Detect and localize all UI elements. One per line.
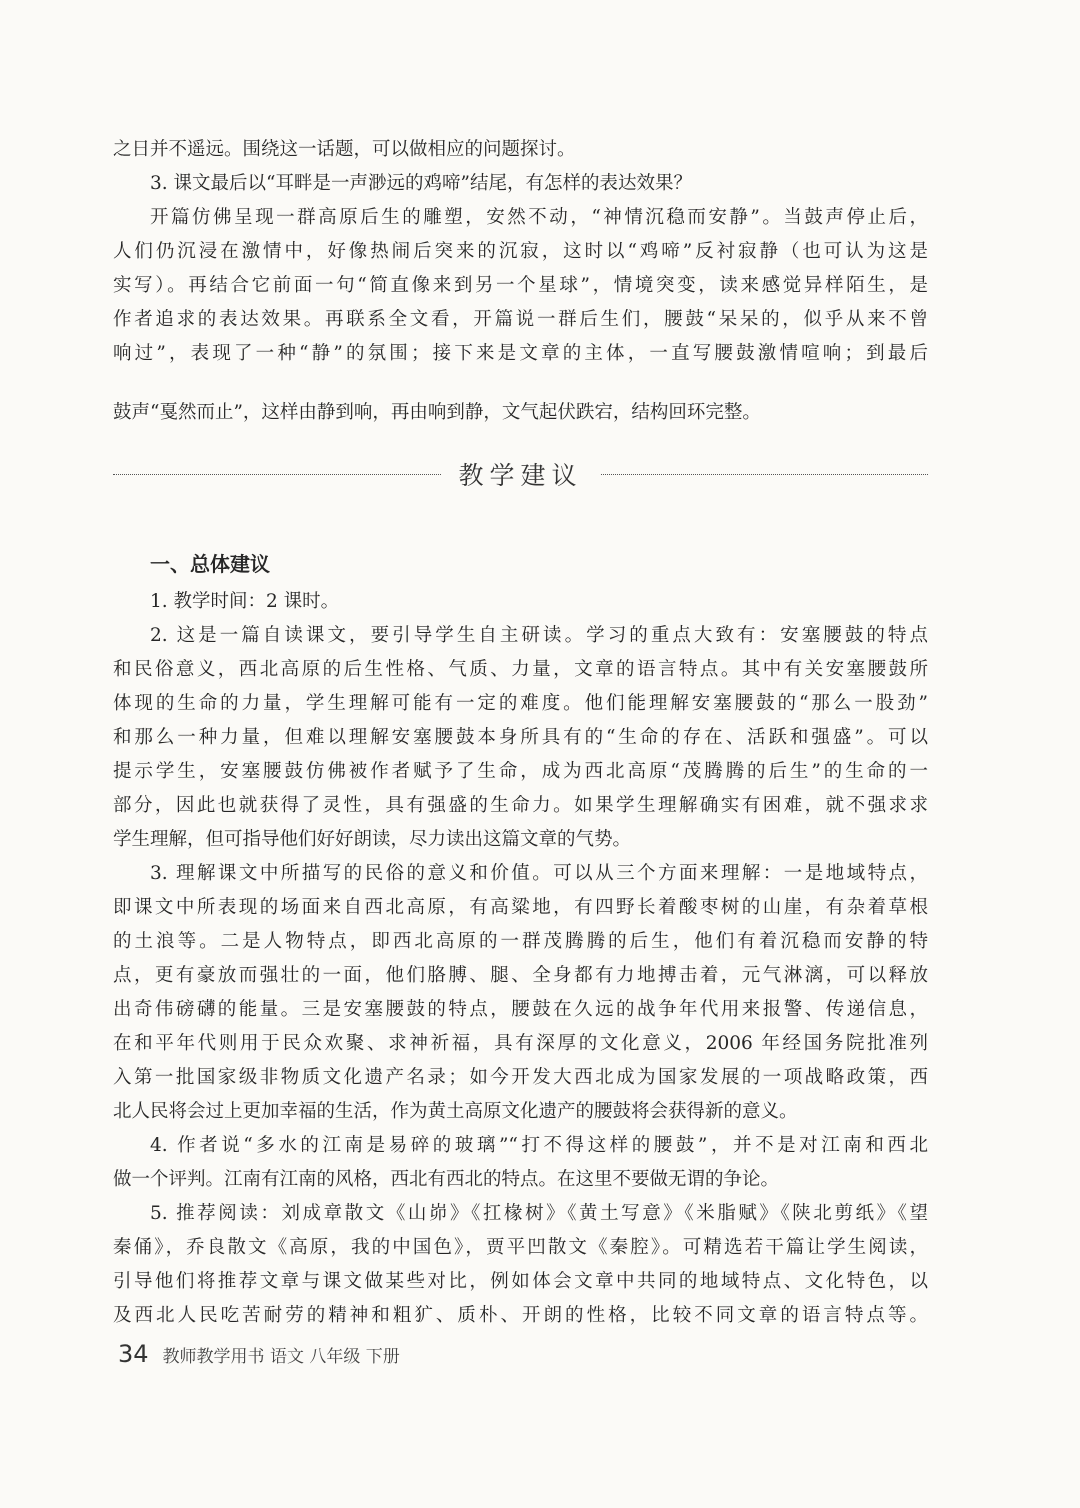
advice-line: 做一个评判。江南有江南的风格，西北有西北的特点。在这里不要做无谓的争论。 xyxy=(113,1169,780,1190)
page-footer xyxy=(118,1340,400,1368)
book-title: 教师教学用书 语文 八年级 下册 xyxy=(162,1347,400,1367)
paragraph-line: 实写）。再结合它前面一句“简直像来到另一个星球”，情境突变，读来感觉异样陌生，是 xyxy=(113,275,928,296)
dotted-rule-left xyxy=(113,474,441,475)
advice-line: 提示学生，安塞腰鼓仿佛被作者赋予了生命，成为西北高原“茂腾腾的后生”的生命的一 xyxy=(113,761,928,782)
paragraph-line: 之日并不遥远。围绕这一话题，可以做相应的问题探讨。 xyxy=(113,139,576,160)
advice-line: 秦俑》，乔良散文《高原，我的中国色》，贾平凹散文《秦腔》。可精选若干篇让学生阅读， xyxy=(113,1237,928,1258)
advice-line: 和那么一种力量，但难以理解安塞腰鼓本身所具有的“生命的存在、活跃和强盛”。可以 xyxy=(113,727,928,748)
advice-line: 1. 教学时间：2 课时。 xyxy=(150,591,340,612)
advice-line: 体现的生命的力量，学生理解可能有一定的难度。他们能理解安塞腰鼓的“那么一股劲” xyxy=(113,693,928,714)
advice-line: 北人民将会过上更加幸福的生活，作为黄土高原文化遗产的腰鼓将会获得新的意义。 xyxy=(113,1101,798,1122)
advice-line: 即课文中所表现的场面来自西北高原，有高粱地，有四野长着酸枣树的山崖，有杂着草根 xyxy=(113,897,928,918)
advice-line: 引导他们将推荐文章与课文做某些对比，例如体会文章中共同的地域特点、文化特色，以 xyxy=(113,1271,928,1292)
paragraph-line: 开篇仿佛呈现一群高原后生的雕塑，安然不动，“神情沉稳而安静”。当鼓声停止后， xyxy=(150,207,928,228)
advice-line: 及西北人民吃苦耐劳的精神和粗犷、质朴、开朗的性格，比较不同文章的语言特点等。 xyxy=(113,1305,928,1326)
advice-line: 的土浪等。二是人物特点，即西北高原的一群茂腾腾的后生，他们有着沉稳而安静的特 xyxy=(113,931,928,952)
advice-line: 部分，因此也就获得了灵性，具有强盛的生命力。如果学生理解确实有困难，就不强求求 xyxy=(113,795,928,816)
advice-line: 3. 理解课文中所描写的民俗的意义和价值。可以从三个方面来理解：一是地域特点， xyxy=(150,863,928,884)
advice-line: 在和平年代则用于民众欢聚、求神祈福，具有深厚的文化意义，2006 年经国务院批准列 xyxy=(113,1033,928,1054)
paragraph-line: 响过”，表现了一种“静”的氛围；接下来是文章的主体，一直写腰鼓激情喧响；到最后 xyxy=(113,343,928,364)
paragraph-line: 作者追求的表达效果。再联系全文看，开篇说一群后生们，腰鼓“呆呆的，似乎从来不曾 xyxy=(113,309,928,330)
advice-line: 和民俗意义，西北高原的后生性格、气质、力量，文章的语言特点。其中有关安塞腰鼓所 xyxy=(113,659,928,680)
paragraph-line: 鼓声“戛然而止”，这样由静到响，再由响到静，文气起伏跌宕，结构回环完整。 xyxy=(113,402,761,423)
advice-line: 点，更有豪放而强壮的一面，他们胳膊、腿、全身都有力地搏击着，元气淋漓，可以释放 xyxy=(113,965,928,986)
advice-line: 5. 推荐阅读：刘成章散文《山峁》《扛椽树》《黄土写意》《米脂赋》《陕北剪纸》《望 xyxy=(150,1203,928,1224)
dotted-rule-right xyxy=(601,474,929,475)
question-line: 3. 课文最后以“耳畔是一声渺远的鸡啼”结尾，有怎样的表达效果？ xyxy=(150,173,692,194)
advice-line: 2. 这是一篇自读课文，要引导学生自主研读。学习的重点大致有：安塞腰鼓的特点 xyxy=(150,625,928,646)
advice-line: 学生理解，但可指导他们好好朗读，尽力读出这篇文章的气势。 xyxy=(113,829,632,850)
page-number: 34 xyxy=(118,1340,149,1368)
subheading: 一、总体建议 xyxy=(150,552,270,576)
advice-line: 4. 作者说“多水的江南是易碎的玻璃”“打不得这样的腰鼓”，并不是对江南和西北 xyxy=(150,1135,928,1156)
paragraph-line: 人们仍沉浸在激情中，好像热闹后突来的沉寂，这时以“鸡啼”反衬寂静（也可认为这是 xyxy=(113,241,928,262)
advice-line: 出奇伟磅礴的能量。三是安塞腰鼓的特点，腰鼓在久远的战争年代用来报警、传递信息， xyxy=(113,999,928,1020)
section-header xyxy=(113,452,928,496)
advice-line: 入第一批国家级非物质文化遗产名录；如今开发大西北成为国家发展的一项战略政策，西 xyxy=(113,1067,928,1088)
section-title: 教学建议 xyxy=(458,461,583,490)
